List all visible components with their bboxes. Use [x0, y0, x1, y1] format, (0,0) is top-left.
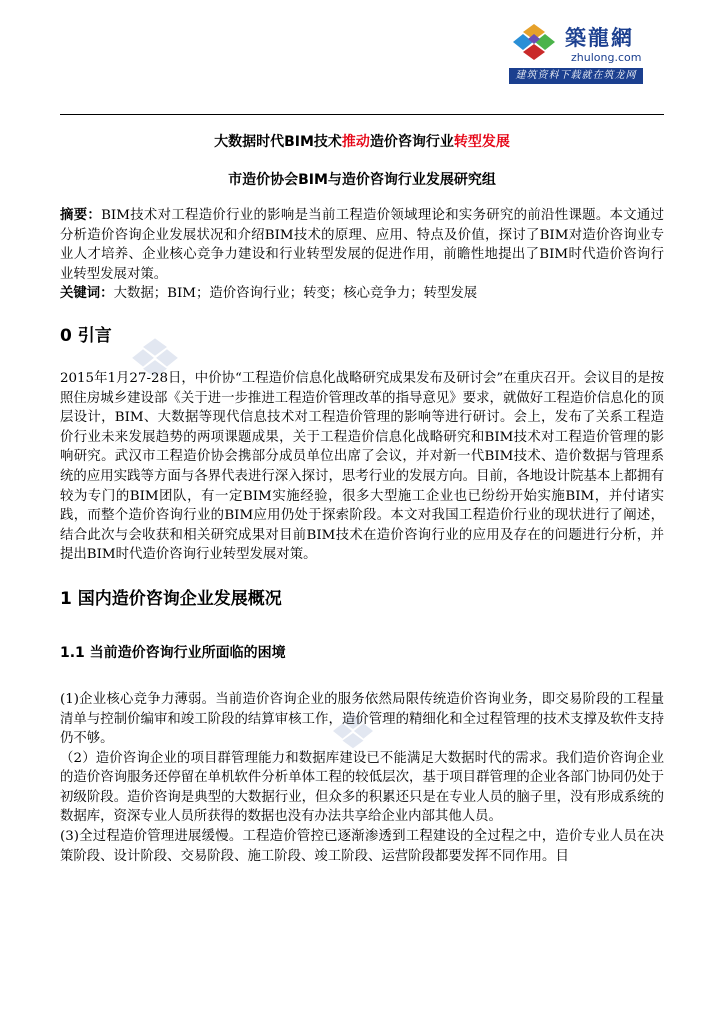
- keywords-text: 大数据；BIM；造价咨询行业；转变；核心竞争力；转型发展: [113, 286, 478, 302]
- title-highlight: 转型发展: [453, 134, 510, 150]
- document-author: 市造价协会BIM与造价咨询行业发展研究组: [228, 172, 496, 188]
- header-divider: [60, 114, 664, 115]
- section-heading-1-1: 1.1 当前造价咨询行业所面临的困境: [60, 644, 286, 661]
- title-highlight: 推动: [341, 134, 370, 150]
- abstract: [60, 206, 664, 284]
- abstract-label: 摘要：: [60, 208, 102, 223]
- logo-url: zhulong.com: [571, 51, 642, 64]
- logo-slogan: 建筑资料下载就在筑龙网: [509, 68, 643, 84]
- zhulong-logo: [509, 18, 643, 84]
- title-part: 造价咨询行业: [369, 134, 454, 150]
- keywords-label: 关键词：: [60, 286, 114, 302]
- list-item: （2）造价咨询企业的项目群管理能力和数据库建设已不能满足大数据时代的需求。我们造价咨询企业的造价咨询服务还停留在单机软件分析单体工程的较低层次，基于项目群管理的企业各部门协同仍处于初级阶段。造价咨询是典型的大数据行业，但众多的积累还只是在专业人员的脑子里，没有形成系统的数据库，资深专业人员所获得的数据也没有办法共享给企业内部其他人员。: [60, 750, 664, 825]
- list-item: (1)企业核心竞争力薄弱。当前造价咨询企业的服务依然局限传统造价咨询业务，即交易阶段的工程量清单与控制价编审和竣工阶段的结算审核工作，造价管理的精细化和全过程管理的技术支撑及软件支持仍不够。: [60, 691, 664, 747]
- section-heading-1: 1 国内造价咨询企业发展概况: [60, 588, 282, 609]
- section-0-body: 2015年1月27-28日，中价协“工程造价信息化战略研究成果发布及研讨会”在重庆召开。会议目的是按照住房城乡建设部《关于进一步推进工程造价管理改革的指导意见》要求，就做好工程造价信息化的顶层设计，BIM、大数据等现代信息技术对工程造价管理的影响等进行研讨。会上，发布了关系工程造价行业未来发展趋势的两项课题成果，关于工程造价信息化战略研究和BIM技术对工程造价管理的影响研究。武汉市工程造价协会携部分成员单位出席了会议，并对新一代BIM技术、造价数据与管理系统的应用实践等方面与各界代表进行深入探讨，思考行业的发展方向。目前，各地设计院基本上都拥有较为专门的BIM团队，有一定BIM实施经验，很多大型施工企业也已纷纷开始实施BIM，并付诸实践，而整个造价咨询行业的BIM应用仍处于探索阶段。本文对我国工程造价行业的现状进行了阐述，结合此次与会收获和相关研究成果对目前BIM技术在造价咨询行业的应用及存在的问题进行分析，并提出BIM时代造价咨询行业转型发展对策。: [60, 370, 664, 563]
- document-title: [60, 132, 664, 152]
- document-body: [60, 132, 664, 866]
- keywords: [60, 284, 664, 304]
- logo-cube-icon: [511, 22, 557, 64]
- title-part: 大数据时代BIM技术: [214, 134, 342, 150]
- logo-name: 築龍網: [565, 25, 634, 50]
- list-item: (3)全过程造价管理进展缓慢。工程造价管控已逐渐渗透到工程建设的全过程之中，造价专业人员在决策阶段、设计阶段、交易阶段、施工阶段、竣工阶段、运营阶段都要发挥不同作用。目: [60, 829, 664, 864]
- abstract-text: BIM技术对工程造价行业的影响是当前工程造价领域理论和实务研究的前沿性课题。本文通过分析造价咨询企业发展状况和介绍BIM技术的原理、应用、特点及价值，探讨了BIM对造价咨询业专业人才培养、企业核心竞争力建设和行业转型发展的促进作用，前瞻性地提出了BIM时代造价咨询行业转型发展对策。: [60, 208, 665, 282]
- section-heading-0: 0 引言: [60, 325, 112, 346]
